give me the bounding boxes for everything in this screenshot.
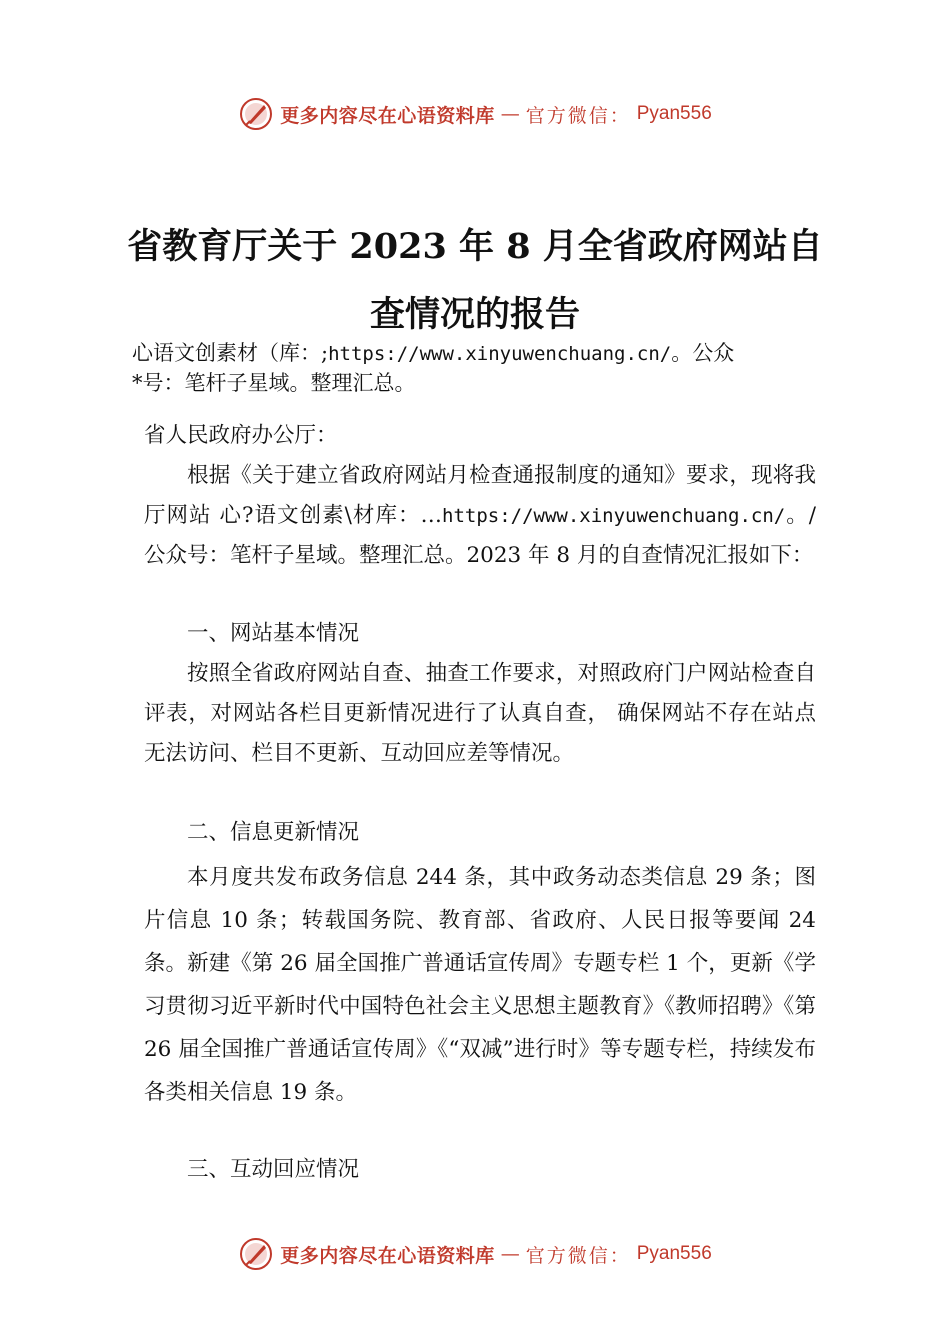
source-note-url: https://www.xinyuwenchuang.cn/ [328,343,672,365]
watermark-dash: — [500,103,520,125]
salutation: 省人民政府办公厅： [144,423,338,448]
document-title-line-2: 查情况的报告 [369,294,580,335]
document-title-line-1: 省教育厅关于 2023 年 8 月全省政府网站自 [127,226,823,267]
watermark-wechat-label: 官方微信： [525,1244,631,1267]
intro-url: https://www.xinyuwenchuang.cn/ [442,505,786,527]
intro-part-2: 。/公众号：笔杆子星域。整理汇总。2023 年 8 月的自查情况汇报如下： [144,503,817,568]
source-note-prefix: 心语文创素材（库：; [132,341,329,365]
section-1-body: 按照全省政府网站自查、抽查工作要求，对照政府门户网站检查自评表，对网站各栏目更新情况进行了认真自查， 确保网站不存在站点无法访问、栏目不更新、互动回应差等情况。 [144,661,816,766]
quill-pen-logo-icon [238,96,274,132]
intro-part-1: 根据《关于建立省政府网站月检查通报制度的通知》要求，现将我厅网站 心?语文创素\材库：… [144,463,816,528]
watermark-wechat-id: Pyan556 [636,1243,712,1264]
intro-paragraph [144,456,816,576]
watermark-text: 更多内容尽在心语资料库 [280,1244,495,1267]
watermark-text: 更多内容尽在心语资料库 [280,104,495,127]
section-3-heading: 三、互动回应情况 [187,1157,360,1182]
section-2-heading: 二、信息更新情况 [187,820,360,845]
source-note-suffix: 。公众 [671,341,735,365]
watermark-wechat-label: 官方微信： [525,104,631,127]
quill-pen-logo-icon [238,1236,274,1272]
footer-watermark-banner [0,1232,950,1276]
watermark-wechat-id: Pyan556 [636,103,712,124]
header-watermark-banner [0,92,950,136]
section-2-body: 本月度共发布政务信息 244 条，其中政务动态类信息 29 条；图片信息 10 条；转载国务院、教育部、省政府、人民日报等要闻 24 条。新建《第 26 届全国推广普通话宣传周》专题专栏 1 个，更新《学习贯彻习近平新时代中国特色社会主义思想主题教育》《教师招聘》《第 26 届全国推广普通话宣传周》《“双减”进行时》等专题专栏，持续发布各类相关信息 19 条。 [144,865,816,1105]
watermark-dash: — [500,1243,520,1265]
source-note-line-2: *号：笔杆子星域。整理汇总。 [132,371,416,395]
source-note-line-1 [132,338,852,369]
section-1-heading: 一、网站基本情况 [187,621,360,646]
